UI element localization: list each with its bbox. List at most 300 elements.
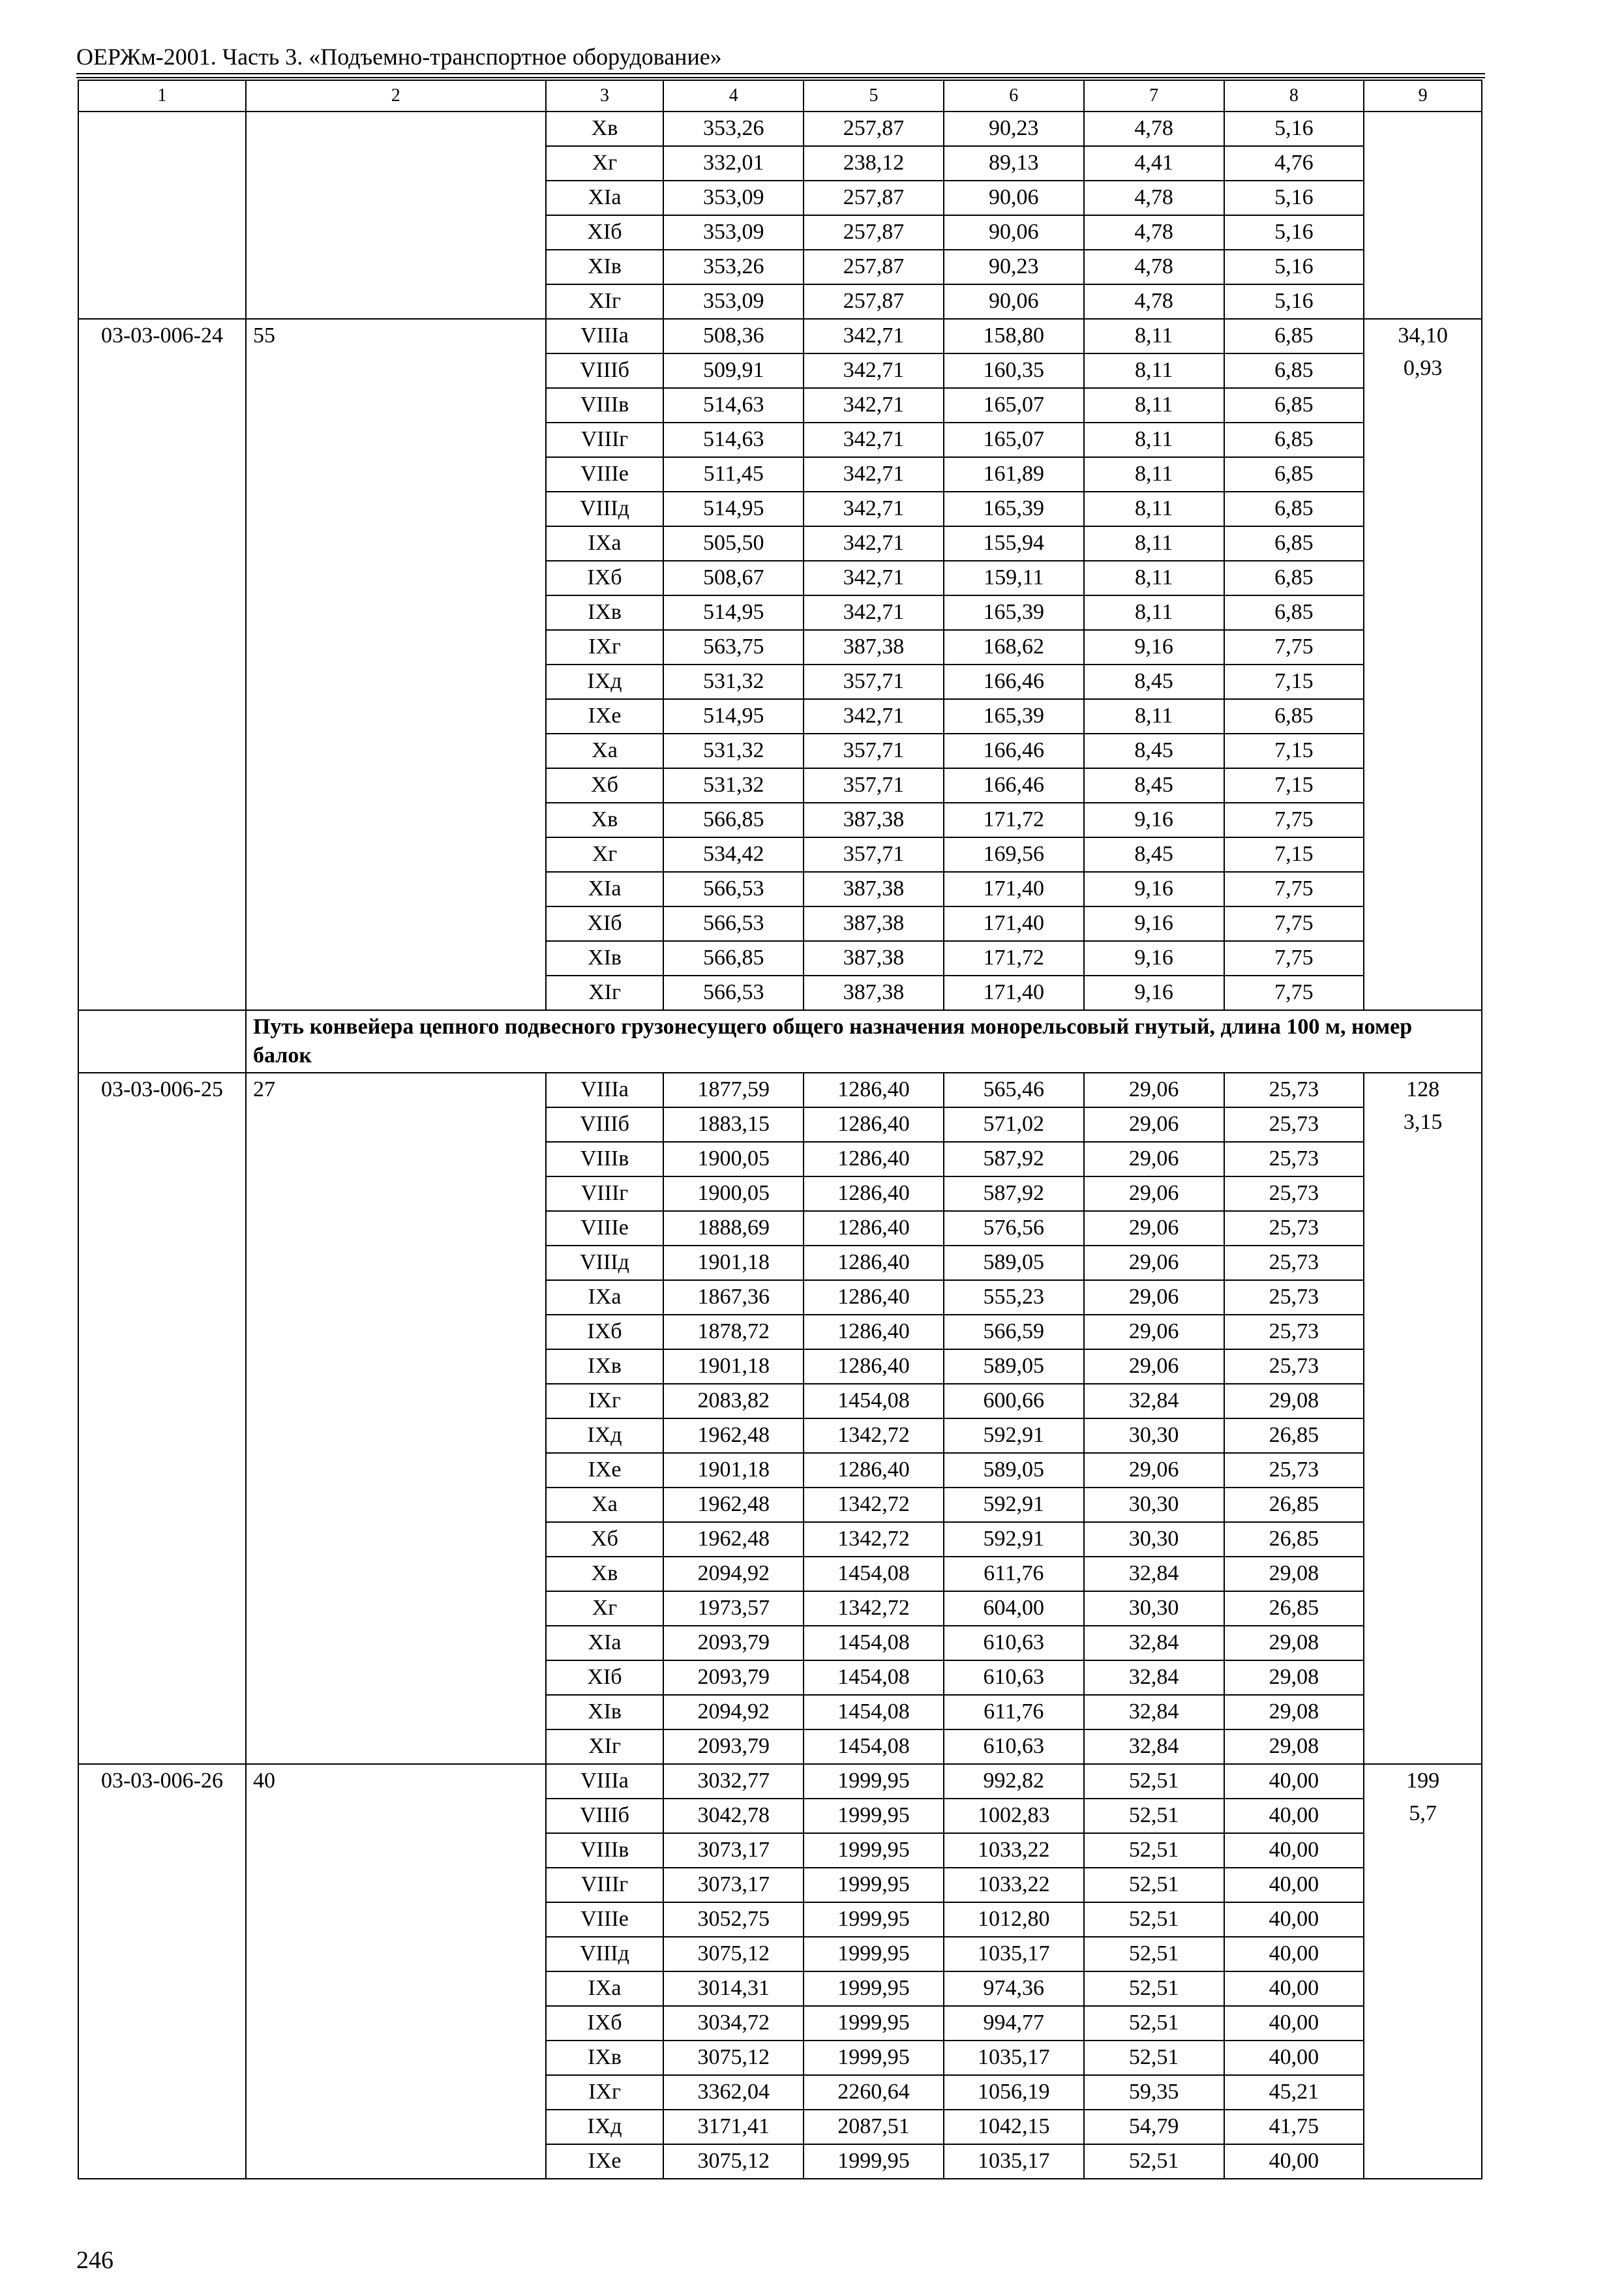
total-cost: 531,32 (663, 768, 804, 803)
wages: 387,38 (804, 906, 944, 941)
materials: 29,08 (1224, 1695, 1364, 1729)
rate-code (78, 112, 246, 319)
machinist-wages: 9,16 (1084, 803, 1224, 837)
wages: 1286,40 (804, 1280, 944, 1315)
wages: 1454,08 (804, 1695, 944, 1729)
materials: 40,00 (1224, 1868, 1364, 1902)
machines: 166,46 (944, 768, 1084, 803)
region-code: Хв (546, 803, 664, 837)
wages: 342,71 (804, 423, 944, 457)
region-code: Хв (546, 1557, 664, 1591)
total-cost: 3075,12 (663, 2144, 804, 2179)
total-cost: 514,95 (663, 595, 804, 630)
machines: 160,35 (944, 353, 1084, 388)
wages: 1999,95 (804, 2144, 944, 2179)
page-number: 246 (76, 2247, 113, 2274)
total-cost: 2093,79 (663, 1729, 804, 1764)
region-code: VIIIд (546, 1937, 664, 1971)
wages: 1454,08 (804, 1729, 944, 1764)
materials: 6,85 (1224, 353, 1364, 388)
total-cost: 2093,79 (663, 1660, 804, 1695)
machinist-wages: 52,51 (1084, 2006, 1224, 2041)
column-number: 9 (1364, 80, 1482, 112)
materials: 25,73 (1224, 1142, 1364, 1176)
wages: 1999,95 (804, 1971, 944, 2006)
region-code: VIIIб (546, 1799, 664, 1833)
total-cost: 508,67 (663, 561, 804, 595)
total-cost: 505,50 (663, 526, 804, 561)
total-cost: 2083,82 (663, 1384, 804, 1418)
wages: 1286,40 (804, 1107, 944, 1142)
machines: 587,92 (944, 1142, 1084, 1176)
total-cost: 3014,31 (663, 1971, 804, 2006)
wages: 238,12 (804, 146, 944, 181)
machines: 611,76 (944, 1557, 1084, 1591)
materials: 40,00 (1224, 2006, 1364, 2041)
materials: 25,73 (1224, 1280, 1364, 1315)
machines: 90,06 (944, 284, 1084, 319)
total-cost: 531,32 (663, 734, 804, 768)
region-code: ХIа (546, 181, 664, 215)
machines: 610,63 (944, 1729, 1084, 1764)
total-cost: 1900,05 (663, 1176, 804, 1211)
materials: 6,85 (1224, 526, 1364, 561)
machines: 610,63 (944, 1626, 1084, 1660)
materials: 7,75 (1224, 906, 1364, 941)
rate-col2-value: 55 (246, 319, 546, 1010)
materials: 7,15 (1224, 837, 1364, 872)
machinist-wages: 29,06 (1084, 1246, 1224, 1280)
region-code: IХв (546, 2041, 664, 2075)
total-cost: 563,75 (663, 630, 804, 665)
machines: 165,07 (944, 388, 1084, 423)
region-code: VIIIг (546, 1868, 664, 1902)
machines: 1042,15 (944, 2110, 1084, 2144)
total-cost: 353,09 (663, 284, 804, 319)
machinist-wages: 4,78 (1084, 181, 1224, 215)
region-code: IХб (546, 2006, 664, 2041)
region-code: IХе (546, 2144, 664, 2179)
region-code: ХIб (546, 215, 664, 250)
labor-values (1364, 1073, 1482, 1764)
region-code: Хв (546, 112, 664, 146)
total-cost: 511,45 (663, 457, 804, 492)
total-cost: 1877,59 (663, 1073, 804, 1107)
wages: 387,38 (804, 941, 944, 976)
wages: 1999,95 (804, 1937, 944, 1971)
rates-table-body (78, 80, 1482, 2179)
machinist-wages: 32,84 (1084, 1660, 1224, 1695)
materials: 6,85 (1224, 561, 1364, 595)
labor-value: 3,15 (1403, 1110, 1443, 1134)
total-cost: 1888,69 (663, 1211, 804, 1246)
wages: 342,71 (804, 561, 944, 595)
machinist-wages: 52,51 (1084, 1902, 1224, 1937)
total-cost: 514,95 (663, 492, 804, 526)
materials: 40,00 (1224, 1902, 1364, 1937)
machines: 604,00 (944, 1591, 1084, 1626)
total-cost: 332,01 (663, 146, 804, 181)
machines: 90,23 (944, 112, 1084, 146)
column-number: 2 (246, 80, 546, 112)
machinist-wages: 29,06 (1084, 1453, 1224, 1488)
wages: 387,38 (804, 872, 944, 906)
region-code: ХIв (546, 250, 664, 284)
total-cost: 3042,78 (663, 1799, 804, 1833)
machinist-wages: 8,11 (1084, 526, 1224, 561)
total-cost: 566,85 (663, 803, 804, 837)
machines: 171,72 (944, 941, 1084, 976)
machinist-wages: 9,16 (1084, 872, 1224, 906)
materials: 29,08 (1224, 1729, 1364, 1764)
region-code: VIIIв (546, 1142, 664, 1176)
machinist-wages: 8,45 (1084, 837, 1224, 872)
materials: 29,08 (1224, 1626, 1364, 1660)
machines: 576,56 (944, 1211, 1084, 1246)
region-code: Хг (546, 146, 664, 181)
machinist-wages: 8,11 (1084, 595, 1224, 630)
machines: 90,06 (944, 181, 1084, 215)
total-cost: 3034,72 (663, 2006, 804, 2041)
region-code: IХа (546, 1280, 664, 1315)
machines: 169,56 (944, 837, 1084, 872)
machines: 1035,17 (944, 2144, 1084, 2179)
total-cost: 566,53 (663, 872, 804, 906)
materials: 7,75 (1224, 630, 1364, 665)
machinist-wages: 8,11 (1084, 423, 1224, 457)
machines: 165,39 (944, 699, 1084, 734)
region-code: VIIIд (546, 492, 664, 526)
region-code: ХIв (546, 1695, 664, 1729)
machinist-wages: 54,79 (1084, 2110, 1224, 2144)
machinist-wages: 9,16 (1084, 630, 1224, 665)
materials: 5,16 (1224, 181, 1364, 215)
region-code: IХа (546, 526, 664, 561)
machines: 171,40 (944, 976, 1084, 1010)
machinist-wages: 52,51 (1084, 1833, 1224, 1868)
region-code: IХа (546, 1971, 664, 2006)
total-cost: 353,26 (663, 112, 804, 146)
machinist-wages: 4,78 (1084, 112, 1224, 146)
wages: 1286,40 (804, 1073, 944, 1107)
column-number: 1 (78, 80, 246, 112)
region-code: VIIIв (546, 1833, 664, 1868)
machines: 171,40 (944, 906, 1084, 941)
total-cost: 514,95 (663, 699, 804, 734)
materials: 7,75 (1224, 976, 1364, 1010)
machinist-wages: 52,51 (1084, 1971, 1224, 2006)
region-code: ХIа (546, 872, 664, 906)
materials: 6,85 (1224, 595, 1364, 630)
region-code: IХв (546, 1349, 664, 1384)
labor-values (1364, 1764, 1482, 2179)
region-code: IХд (546, 1418, 664, 1453)
table-row (78, 112, 1482, 146)
region-code: ХIб (546, 1660, 664, 1695)
machines: 166,46 (944, 665, 1084, 699)
region-code: IХб (546, 1315, 664, 1349)
wages: 357,71 (804, 734, 944, 768)
wages: 1454,08 (804, 1626, 944, 1660)
wages: 387,38 (804, 803, 944, 837)
section-code-cell (78, 1010, 246, 1073)
total-cost: 508,36 (663, 319, 804, 353)
materials: 25,73 (1224, 1176, 1364, 1211)
machines: 994,77 (944, 2006, 1084, 2041)
total-cost: 514,63 (663, 388, 804, 423)
total-cost: 1900,05 (663, 1142, 804, 1176)
wages: 1342,72 (804, 1488, 944, 1522)
wages: 342,71 (804, 319, 944, 353)
table-row (78, 1764, 1482, 1799)
region-code: VIIIе (546, 457, 664, 492)
materials: 6,85 (1224, 388, 1364, 423)
machinist-wages: 30,30 (1084, 1591, 1224, 1626)
total-cost: 353,26 (663, 250, 804, 284)
materials: 40,00 (1224, 1799, 1364, 1833)
materials: 25,73 (1224, 1107, 1364, 1142)
column-number-row (78, 80, 1482, 112)
total-cost: 509,91 (663, 353, 804, 388)
materials: 6,85 (1224, 319, 1364, 353)
machines: 90,23 (944, 250, 1084, 284)
region-code: ХIг (546, 1729, 664, 1764)
materials: 25,73 (1224, 1315, 1364, 1349)
wages: 342,71 (804, 526, 944, 561)
region-code: VIIIе (546, 1211, 664, 1246)
wages: 1999,95 (804, 1868, 944, 1902)
materials: 25,73 (1224, 1073, 1364, 1107)
rate-code: 03-03-006-24 (78, 319, 246, 1010)
column-number: 3 (546, 80, 664, 112)
machines: 159,11 (944, 561, 1084, 595)
wages: 1999,95 (804, 1764, 944, 1799)
region-code: ХIв (546, 941, 664, 976)
machinist-wages: 32,84 (1084, 1626, 1224, 1660)
wages: 342,71 (804, 492, 944, 526)
column-number: 4 (663, 80, 804, 112)
materials: 25,73 (1224, 1246, 1364, 1280)
total-cost: 2093,79 (663, 1626, 804, 1660)
labor-value: 128 (1406, 1077, 1440, 1101)
labor-value: 199 (1406, 1769, 1440, 1793)
rates-table (78, 80, 1482, 2179)
materials: 5,16 (1224, 215, 1364, 250)
header-rule-bottom (76, 77, 1485, 78)
region-code: Хб (546, 1522, 664, 1557)
materials: 26,85 (1224, 1591, 1364, 1626)
machines: 587,92 (944, 1176, 1084, 1211)
machines: 1035,17 (944, 1937, 1084, 1971)
machines: 89,13 (944, 146, 1084, 181)
machines: 90,06 (944, 215, 1084, 250)
page-header-title: ОЕРЖм-2001. Часть 3. «Подъемно-транспортное оборудование» (76, 44, 722, 70)
machines: 592,91 (944, 1522, 1084, 1557)
materials: 5,16 (1224, 284, 1364, 319)
materials: 25,73 (1224, 1211, 1364, 1246)
machinist-wages: 8,45 (1084, 734, 1224, 768)
wages: 1342,72 (804, 1418, 944, 1453)
machines: 1012,80 (944, 1902, 1084, 1937)
header-rule-top (76, 73, 1485, 74)
machinist-wages: 8,11 (1084, 699, 1224, 734)
column-number: 6 (944, 80, 1084, 112)
region-code: Хг (546, 837, 664, 872)
region-code: IХб (546, 561, 664, 595)
region-code: IХг (546, 1384, 664, 1418)
total-cost: 1901,18 (663, 1453, 804, 1488)
labor-value: 5,7 (1409, 1801, 1437, 1825)
wages: 1286,40 (804, 1142, 944, 1176)
machines: 158,80 (944, 319, 1084, 353)
region-code: VIIIе (546, 1902, 664, 1937)
machinist-wages: 29,06 (1084, 1176, 1224, 1211)
machines: 168,62 (944, 630, 1084, 665)
wages: 1342,72 (804, 1522, 944, 1557)
materials: 29,08 (1224, 1660, 1364, 1695)
machinist-wages: 8,11 (1084, 388, 1224, 423)
total-cost: 3052,75 (663, 1902, 804, 1937)
wages: 1999,95 (804, 1799, 944, 1833)
total-cost: 566,85 (663, 941, 804, 976)
machinist-wages: 29,06 (1084, 1142, 1224, 1176)
machinist-wages: 30,30 (1084, 1488, 1224, 1522)
materials: 40,00 (1224, 1764, 1364, 1799)
wages: 1286,40 (804, 1349, 944, 1384)
total-cost: 566,53 (663, 906, 804, 941)
rate-code: 03-03-006-26 (78, 1764, 246, 2179)
region-code: VIIIб (546, 1107, 664, 1142)
machines: 571,02 (944, 1107, 1084, 1142)
machines: 992,82 (944, 1764, 1084, 1799)
rate-col2-value: 40 (246, 1764, 546, 2179)
total-cost: 353,09 (663, 215, 804, 250)
column-number: 5 (804, 80, 944, 112)
wages: 1999,95 (804, 1833, 944, 1868)
machines: 589,05 (944, 1349, 1084, 1384)
table-row (78, 319, 1482, 353)
machines: 974,36 (944, 1971, 1084, 2006)
machines: 566,59 (944, 1315, 1084, 1349)
wages: 1286,40 (804, 1176, 944, 1211)
wages: 342,71 (804, 353, 944, 388)
machinist-wages: 8,11 (1084, 319, 1224, 353)
region-code: VIIIд (546, 1246, 664, 1280)
wages: 1342,72 (804, 1591, 944, 1626)
region-code: Хб (546, 768, 664, 803)
machinist-wages: 30,30 (1084, 1522, 1224, 1557)
materials: 29,08 (1224, 1384, 1364, 1418)
materials: 29,08 (1224, 1557, 1364, 1591)
region-code: VIIIг (546, 423, 664, 457)
machines: 565,46 (944, 1073, 1084, 1107)
materials: 40,00 (1224, 1833, 1364, 1868)
wages: 257,87 (804, 112, 944, 146)
region-code: IХг (546, 630, 664, 665)
column-number: 7 (1084, 80, 1224, 112)
labor-value: 34,10 (1398, 323, 1448, 348)
section-row (78, 1010, 1482, 1073)
total-cost: 3075,12 (663, 2041, 804, 2075)
region-code: VIIIг (546, 1176, 664, 1211)
machinist-wages: 8,11 (1084, 561, 1224, 595)
wages: 342,71 (804, 595, 944, 630)
materials: 4,76 (1224, 146, 1364, 181)
machinist-wages: 4,41 (1084, 146, 1224, 181)
machines: 166,46 (944, 734, 1084, 768)
machines: 161,89 (944, 457, 1084, 492)
region-code: Ха (546, 1488, 664, 1522)
machines: 165,07 (944, 423, 1084, 457)
machinist-wages: 9,16 (1084, 976, 1224, 1010)
wages: 1286,40 (804, 1246, 944, 1280)
wages: 1286,40 (804, 1315, 944, 1349)
materials: 7,15 (1224, 665, 1364, 699)
machinist-wages: 52,51 (1084, 1799, 1224, 1833)
materials: 25,73 (1224, 1453, 1364, 1488)
materials: 40,00 (1224, 1971, 1364, 2006)
labor-values (1364, 319, 1482, 1010)
labor-value: 0,93 (1403, 356, 1443, 380)
rate-col2-value: 27 (246, 1073, 546, 1764)
materials: 26,85 (1224, 1522, 1364, 1557)
materials: 41,75 (1224, 2110, 1364, 2144)
total-cost: 3362,04 (663, 2075, 804, 2110)
machinist-wages: 29,06 (1084, 1107, 1224, 1142)
wages: 342,71 (804, 457, 944, 492)
machines: 600,66 (944, 1384, 1084, 1418)
rate-code: 03-03-006-25 (78, 1073, 246, 1764)
machinist-wages: 8,11 (1084, 492, 1224, 526)
machinist-wages: 29,06 (1084, 1349, 1224, 1384)
total-cost: 2094,92 (663, 1557, 804, 1591)
machinist-wages: 29,06 (1084, 1280, 1224, 1315)
region-code: IХд (546, 665, 664, 699)
wages: 2260,64 (804, 2075, 944, 2110)
total-cost: 2094,92 (663, 1695, 804, 1729)
region-code: IХд (546, 2110, 664, 2144)
region-code: IХв (546, 595, 664, 630)
region-code: Ха (546, 734, 664, 768)
labor-values (1364, 112, 1482, 319)
machinist-wages: 29,06 (1084, 1315, 1224, 1349)
machinist-wages: 32,84 (1084, 1729, 1224, 1764)
machines: 610,63 (944, 1660, 1084, 1695)
machines: 592,91 (944, 1488, 1084, 1522)
total-cost: 353,09 (663, 181, 804, 215)
region-code: ХIг (546, 284, 664, 319)
total-cost: 534,42 (663, 837, 804, 872)
machinist-wages: 29,06 (1084, 1211, 1224, 1246)
machines: 589,05 (944, 1453, 1084, 1488)
machines: 589,05 (944, 1246, 1084, 1280)
machinist-wages: 52,51 (1084, 1868, 1224, 1902)
machines: 165,39 (944, 595, 1084, 630)
materials: 5,16 (1224, 250, 1364, 284)
machinist-wages: 52,51 (1084, 1764, 1224, 1799)
materials: 40,00 (1224, 1937, 1364, 1971)
wages: 1999,95 (804, 2006, 944, 2041)
region-code: VIIIа (546, 319, 664, 353)
machinist-wages: 4,78 (1084, 250, 1224, 284)
materials: 7,15 (1224, 734, 1364, 768)
materials: 5,16 (1224, 112, 1364, 146)
machines: 155,94 (944, 526, 1084, 561)
wages: 1286,40 (804, 1211, 944, 1246)
rate-col2-value (246, 112, 546, 319)
wages: 342,71 (804, 699, 944, 734)
total-cost: 1962,48 (663, 1522, 804, 1557)
